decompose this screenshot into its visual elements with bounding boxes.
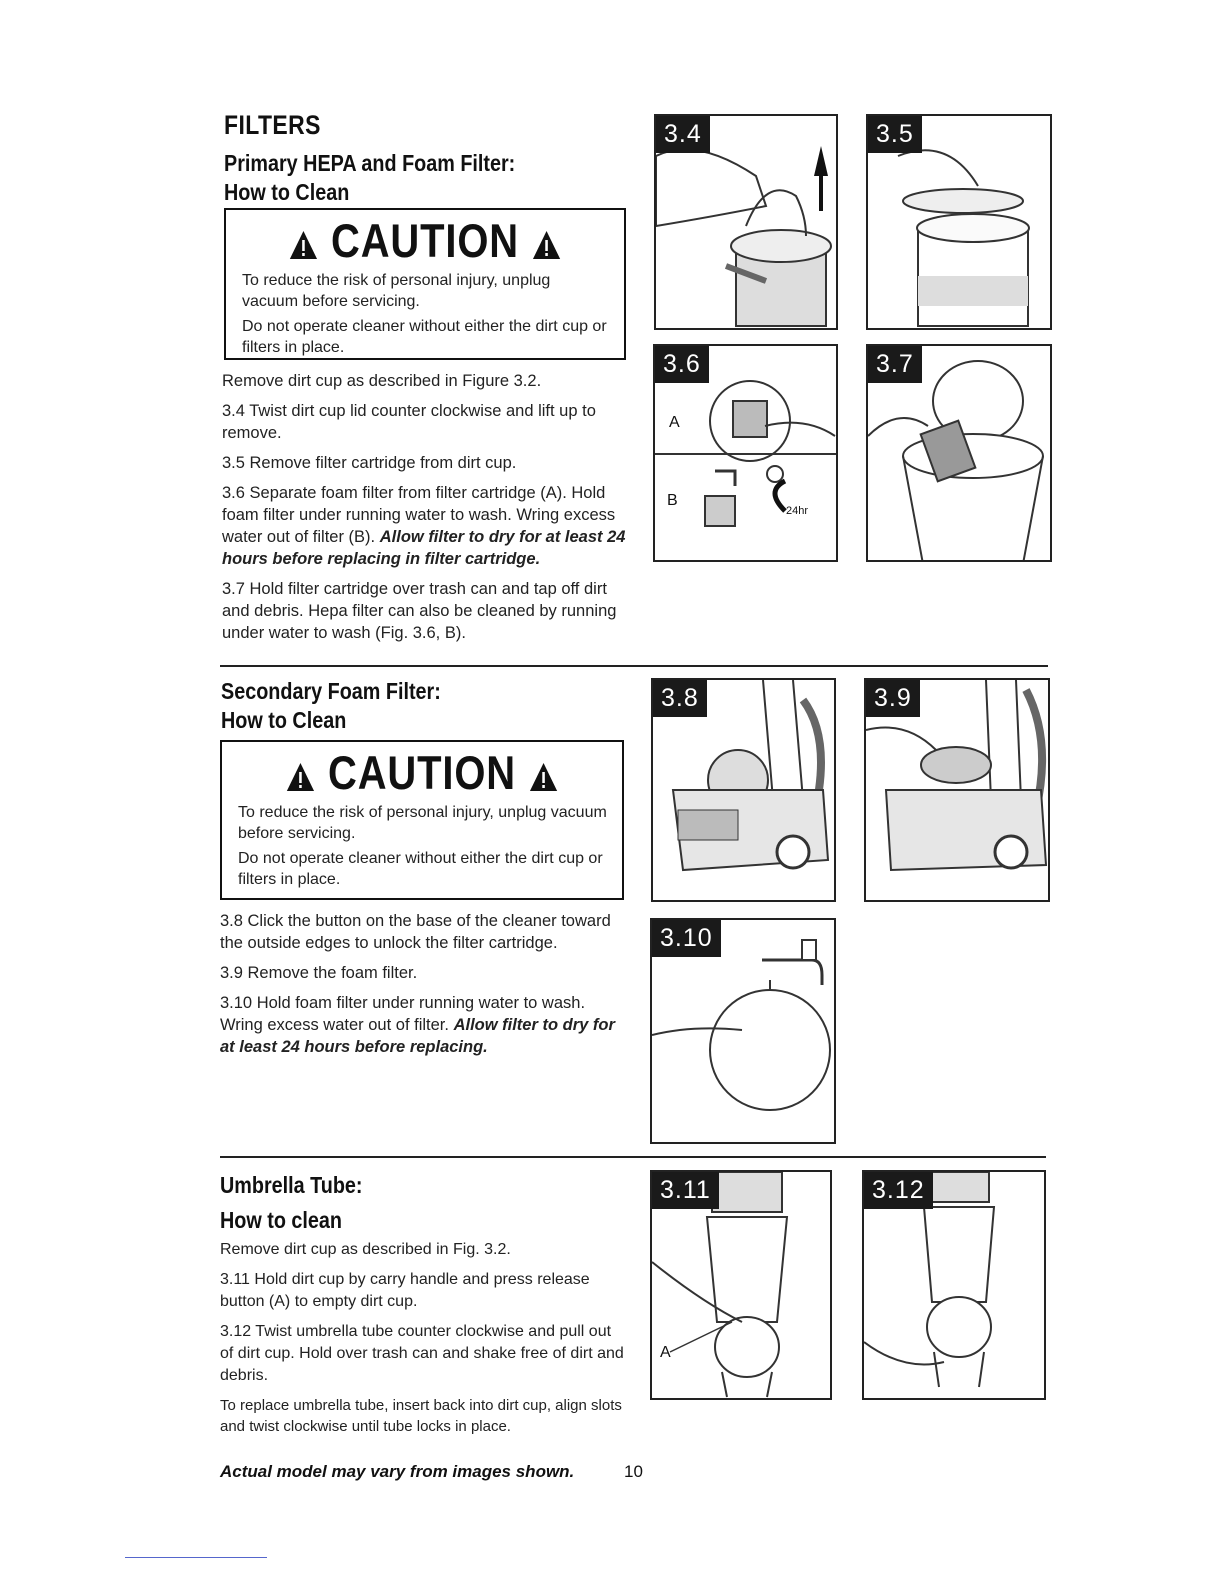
timer-label: 24hr <box>786 505 809 517</box>
figure-3-4 <box>654 114 838 330</box>
figure-label: 3.6 <box>655 346 709 383</box>
step-3-4: 3.4 Twist dirt cup lid counter clockwise and lift up to remove. <box>222 402 596 442</box>
umbrella-heading-2: How to clean <box>220 1207 342 1233</box>
figure-label: 3.7 <box>868 346 922 383</box>
step-remove-dirt-cup: Remove dirt cup as described in Figure 3.2. <box>222 372 542 390</box>
caution-heading: CAUTION <box>252 748 592 798</box>
warning-icon <box>288 229 319 261</box>
filters-steps <box>222 370 628 652</box>
caution-box-1 <box>224 208 626 360</box>
step-3-10: 3.10 Hold foam filter under running water to wash. Wring excess water out of filter. Allow filter to dry for at least 24 hours before replacing. <box>220 994 615 1056</box>
figure-letter-a: A <box>660 1344 671 1361</box>
bottom-line <box>125 1557 267 1558</box>
caution-text-2: Do not operate cleaner without either the dirt cup or filters in place. <box>238 850 603 888</box>
figure-label: 3.9 <box>866 680 920 717</box>
step-3-7: 3.7 Hold filter cartridge over trash can and tap off dirt and debris. Hepa filter can also be cleaned by running under water to wash (Fig. 3.6, B). <box>222 580 617 642</box>
figure-label: 3.4 <box>656 116 710 153</box>
caution-text-1: To reduce the risk of personal injury, unplug vacuum before servicing. <box>242 272 551 310</box>
warning-icon <box>531 229 562 261</box>
caution-text-2: Do not operate cleaner without either the dirt cup or filters in place. <box>242 318 607 356</box>
step-3-9: 3.9 Remove the foam filter. <box>220 964 418 982</box>
figure-label: 3.5 <box>868 116 922 153</box>
section-title: FILTERS <box>224 110 321 140</box>
step-3-6: 3.6 Separate foam filter from filter cartridge (A). Hold foam filter under running water to wash. Wring excess water out of filter (B). Allow filter to dry for at least 24 hours before replacing in filter cartridge. <box>222 484 626 568</box>
step-3-11: 3.11 Hold dirt cup by carry handle and press release button (A) to empty dirt cup. <box>220 1271 590 1310</box>
step-3-8: 3.8 Click the button on the base of the cleaner toward the outside edges to unlock the filter cartridge. <box>220 912 611 952</box>
figure-3-6 <box>653 344 838 562</box>
warning-icon <box>528 761 559 793</box>
step-3-5: 3.5 Remove filter cartridge from dirt cup. <box>222 454 517 472</box>
footer-note: Actual model may vary from images shown. <box>220 1462 575 1481</box>
figure-letter-b: B <box>667 492 678 509</box>
figure-3-11 <box>650 1170 832 1400</box>
figure-label: 3.11 <box>652 1172 719 1209</box>
figure-3-10 <box>650 918 836 1144</box>
step-remove-dirt-cup: Remove dirt cup as described in Fig. 3.2. <box>220 1241 511 1258</box>
step-3-6-note: Allow filter to dry for at least 24 hours before replacing in filter cartridge. <box>222 528 626 568</box>
figure-3-9 <box>864 678 1050 902</box>
figure-letter-a: A <box>669 414 680 431</box>
figure-label: 3.12 <box>864 1172 933 1209</box>
figure-label: 3.8 <box>653 680 707 717</box>
secondary-heading-1: Secondary Foam Filter: <box>221 678 441 704</box>
step-3-10-note: Allow filter to dry for at least 24 hours before replacing. <box>220 1016 615 1056</box>
step-3-12: 3.12 Twist umbrella tube counter clockwise and pull out of dirt cup. Hold over trash can and shake free of dirt and debris. <box>220 1323 624 1384</box>
section-divider <box>220 665 1048 667</box>
step-replace-tube: To replace umbrella tube, insert back into dirt cup, align slots and twist clockwise until tube locks in place. <box>220 1397 622 1435</box>
section-divider <box>220 1156 1046 1158</box>
umbrella-steps <box>220 1239 624 1445</box>
caution-text-1: To reduce the risk of personal injury, unplug vacuum before servicing. <box>238 804 607 842</box>
figure-3-7 <box>866 344 1052 562</box>
umbrella-heading-1: Umbrella Tube: <box>220 1172 363 1198</box>
warning-icon <box>285 761 316 793</box>
figure-3-8 <box>651 678 836 902</box>
caution-box-2 <box>220 740 624 900</box>
primary-heading-2: How to Clean <box>224 179 350 205</box>
caution-heading: CAUTION <box>256 216 594 266</box>
page-number: 10 <box>624 1462 643 1481</box>
figure-3-5 <box>866 114 1052 330</box>
secondary-steps <box>220 910 624 1066</box>
secondary-heading-2: How to Clean <box>221 707 347 733</box>
figure-label: 3.10 <box>652 920 721 957</box>
primary-heading-1: Primary HEPA and Foam Filter: <box>224 150 516 176</box>
figure-3-12 <box>862 1170 1046 1400</box>
